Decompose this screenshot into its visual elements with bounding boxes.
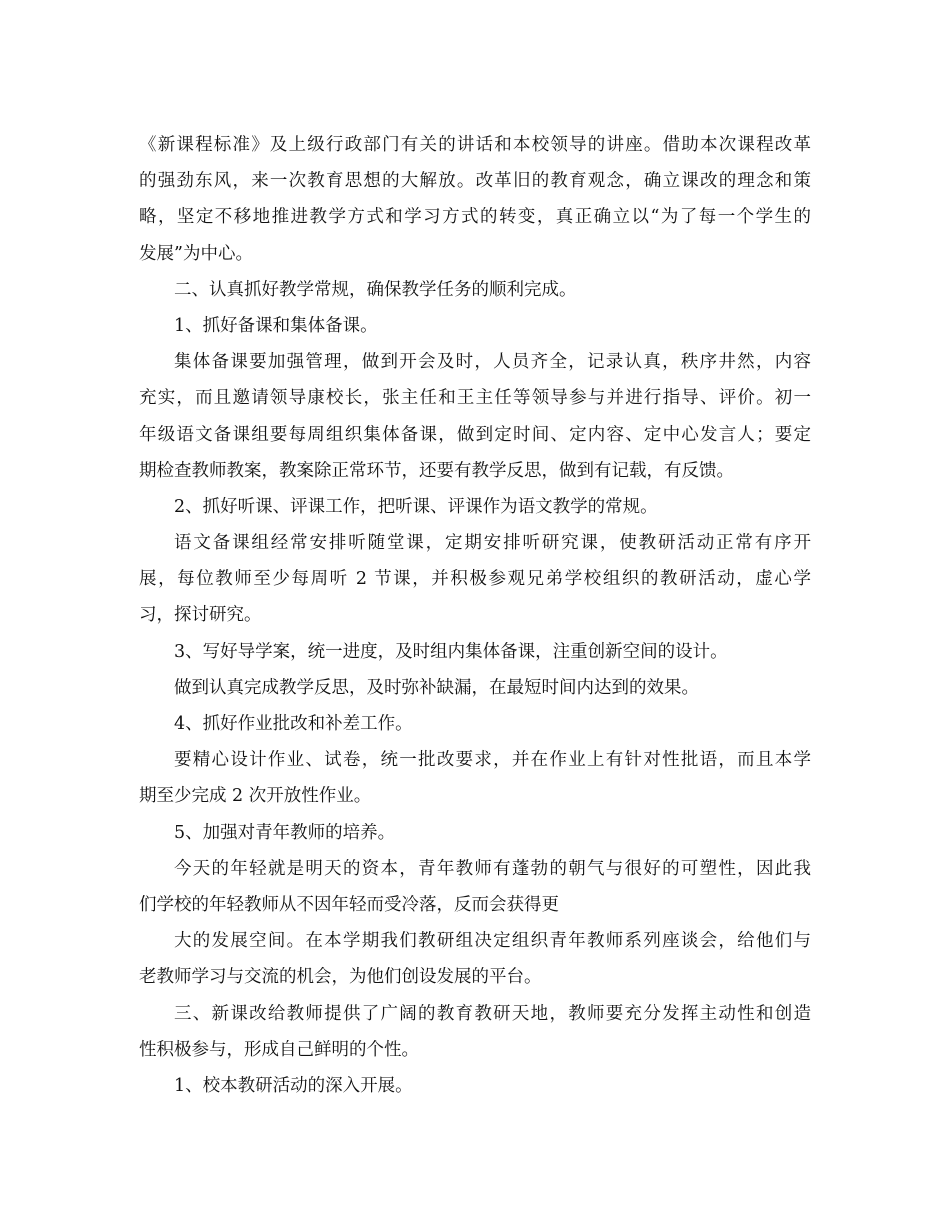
text-line: 年级语文备课组要每周组织集体备课，做到定时间、定内容、定中心发言人；要定 — [139, 424, 811, 445]
section-heading: 三、新课改给教师提供了广阔的教育教研天地，教师要充分发挥主动性和创造 — [174, 1003, 811, 1024]
text-line: 性积极参与，形成自己鲜明的个性。 — [139, 1039, 419, 1060]
subsection-heading: 2、抓好听课、评课工作，把听课、评课作为语文教学的常规。 — [174, 496, 658, 517]
text-line: 略，坚定不移地推进教学方式和学习方式的转变，真正确立以“为了每一个学生的 — [139, 207, 811, 228]
text-line: 期至少完成 2 次开放性作业。 — [139, 786, 372, 807]
text-line: 语文备课组经常安排听随堂课，定期安排听研究课，使教研活动正常有序开 — [174, 533, 811, 554]
subsection-heading: 4、抓好作业批改和补差工作。 — [174, 714, 413, 734]
text-line: 做到认真完成教学反思，及时弥补缺漏，在最短时间内达到的效果。 — [174, 677, 699, 698]
text-line: 今天的年轻就是明天的资本，青年教师有蓬勃的朝气与很好的可塑性，因此我 — [174, 858, 811, 879]
text-line: 们学校的年轻教师从不因年轻而受冷落，反而会获得更 — [139, 894, 559, 915]
subsection-heading: 1、抓好备课和集体备课。 — [174, 315, 378, 336]
subsection-heading: 3、写好导学案，统一进度，及时组内集体备课，注重创新空间的设计。 — [174, 641, 728, 662]
text-line: 大的发展空间。在本学期我们教研组决定组织青年教师系列座谈会，给他们与 — [174, 931, 811, 952]
text-line: 要精心设计作业、试卷，统一批改要求，并在作业上有针对性批语，而且本学 — [174, 750, 811, 771]
subsection-heading: 5、加强对青年教师的培养。 — [174, 822, 396, 843]
text-line: 展，每位教师至少每周听 2 节课，并积极参观兄弟学校组织的教研活动，虚心学 — [139, 569, 811, 590]
text-line: 《新课程标准》及上级行政部门有关的讲话和本校领导的讲座。借助本次课程改革 — [139, 135, 811, 155]
text-line: 老教师学习与交流的机会，为他们创设发展的平台。 — [139, 967, 542, 988]
text-line: 充实，而且邀请领导康校长，张主任和王主任等领导参与并进行指导、评价。初一 — [139, 388, 811, 409]
section-heading: 二、认真抓好教学常规，确保教学任务的顺利完成。 — [174, 279, 577, 300]
text-line: 期检查教师教案，教案除正常环节，还要有教学反思，做到有记载，有反馈。 — [139, 460, 734, 481]
subsection-heading: 1、校本教研活动的深入开展。 — [174, 1075, 413, 1096]
text-line: 集体备课要加强管理，做到开会及时，人员齐全，记录认真，秩序井然，内容 — [174, 352, 811, 373]
text-line: 的强劲东风，来一次教育思想的大解放。改革旧的教育观念，确立课改的理念和策 — [139, 171, 811, 192]
document-body — [139, 127, 811, 1104]
text-line: 习，探讨研究。 — [139, 605, 262, 626]
text-line: 发展”为中心。 — [139, 243, 253, 264]
